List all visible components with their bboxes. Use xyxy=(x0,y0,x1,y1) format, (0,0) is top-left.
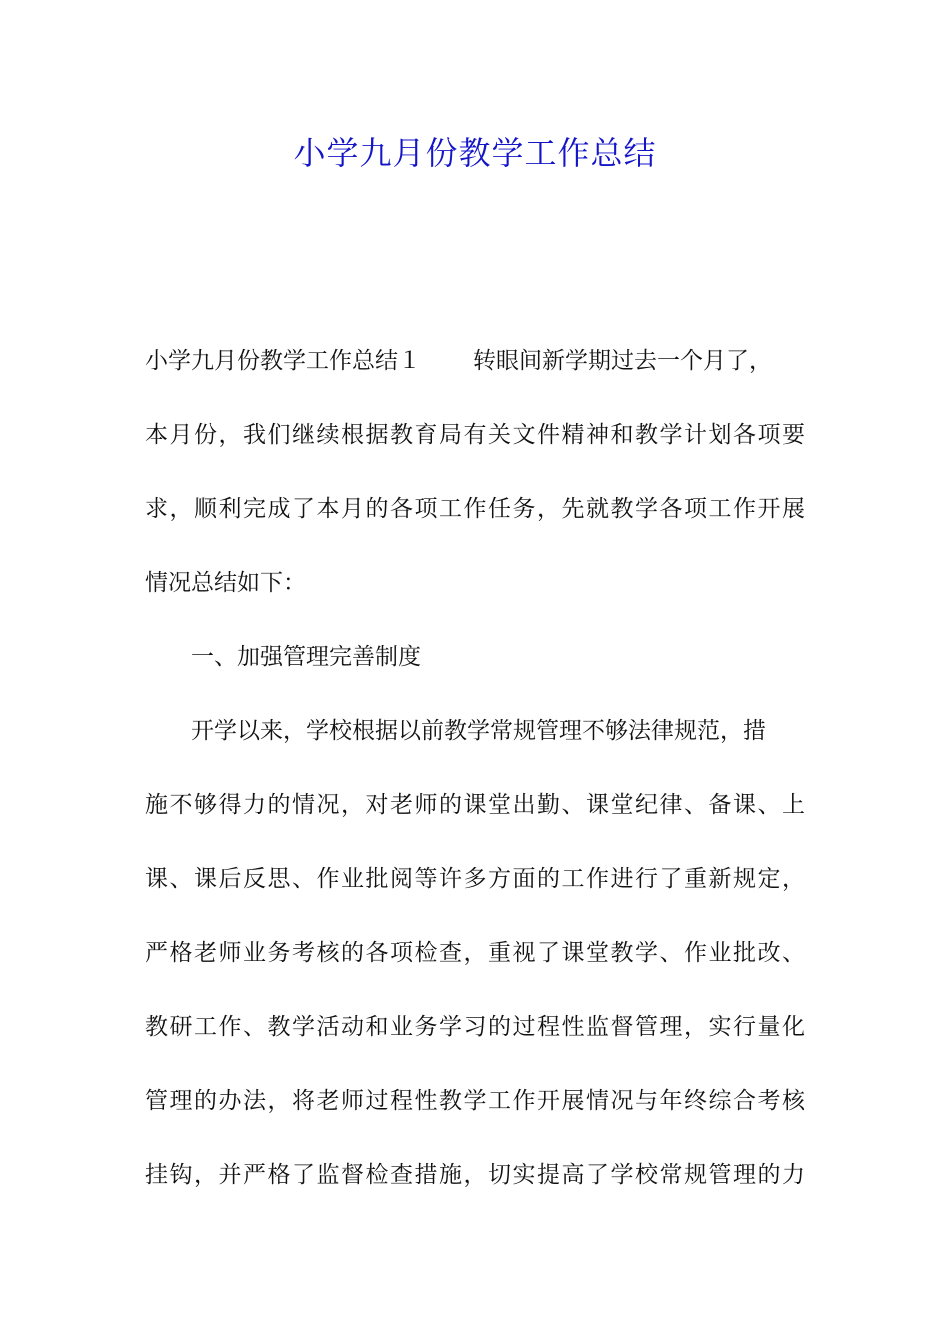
para1-line-5: 教研工作、教学活动和业务学习的过程性监督管理，实行量化 xyxy=(145,1014,805,1040)
para1-line-4: 严格老师业务考核的各项检查，重视了课堂教学、作业批改、 xyxy=(145,940,805,966)
para1-line-3: 课、课后反思、作业批阅等许多方面的工作进行了重新规定， xyxy=(145,866,805,892)
para1-line-7: 挂钩，并严格了监督检查措施，切实提高了学校常规管理的力 xyxy=(145,1162,805,1188)
section-heading: 一、加强管理完善制度 xyxy=(191,644,421,670)
document-title: 小学九月份教学工作总结 xyxy=(293,134,657,172)
intro-lead: 小学九月份教学工作总结１ xyxy=(145,348,421,374)
document-body xyxy=(145,340,805,1228)
para1-line-1: 开学以来，学校根据以前教学常规管理不够法律规范，措 xyxy=(191,718,766,744)
intro-line-1-rest: 转眼间新学期过去一个月了， xyxy=(473,348,772,374)
intro-line-3: 求，顺利完成了本月的各项工作任务，先就教学各项工作开展 xyxy=(145,496,805,522)
intro-line-2: 本月份，我们继续根据教育局有关文件精神和教学计划各项要 xyxy=(145,422,805,448)
para1-line-6: 管理的办法，将老师过程性教学工作开展情况与年终综合考核 xyxy=(145,1088,805,1114)
intro-line-4: 情况总结如下： xyxy=(145,570,306,596)
para1-line-2: 施不够得力的情况，对老师的课堂出勤、课堂纪律、备课、上 xyxy=(145,792,805,818)
intro-line-1 xyxy=(145,340,805,414)
